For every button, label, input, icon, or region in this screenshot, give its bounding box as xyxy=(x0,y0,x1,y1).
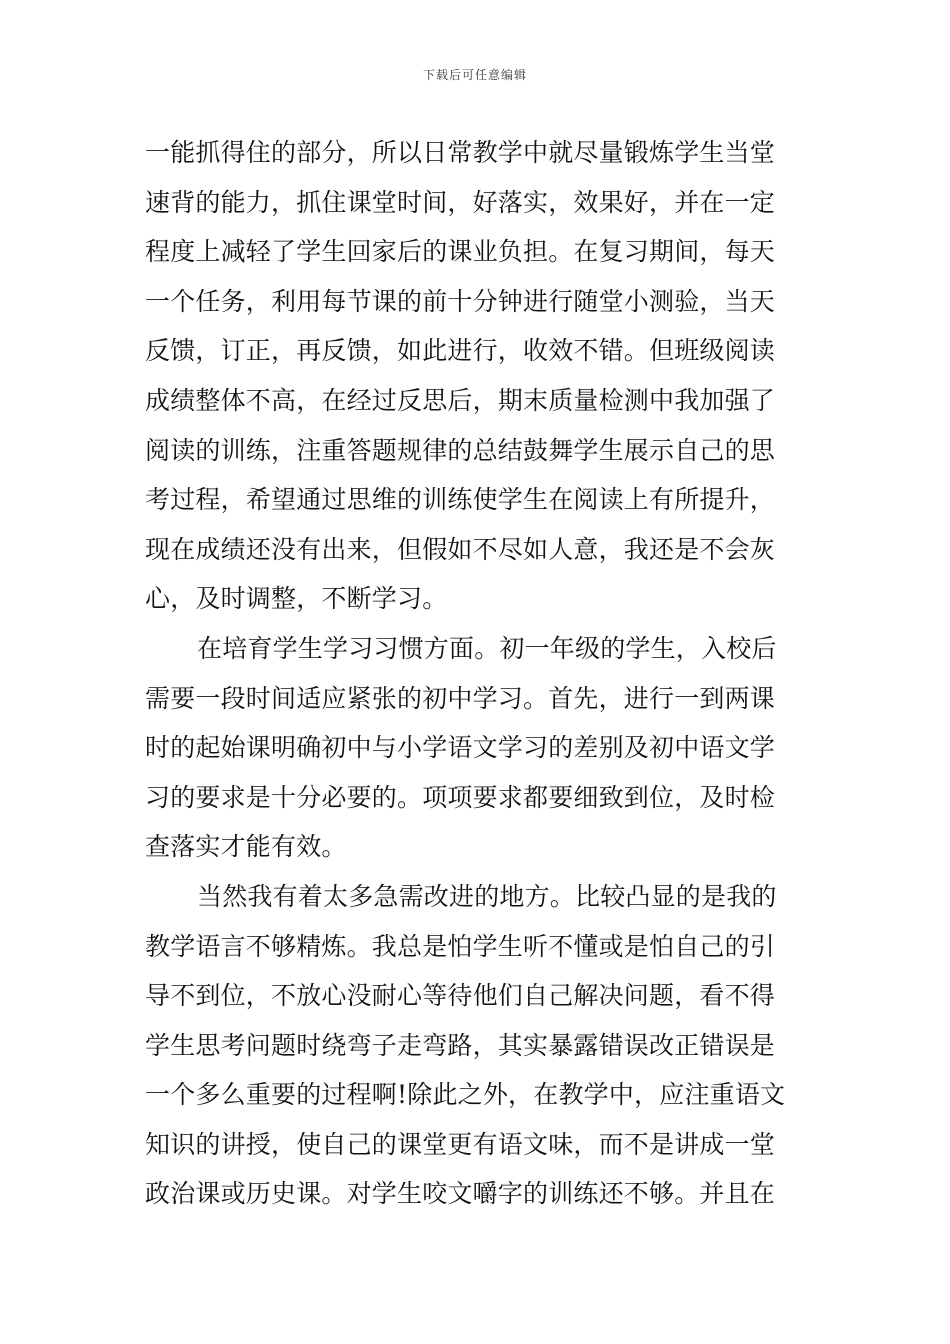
body-text xyxy=(145,128,810,1219)
text-line: 习的要求是十分必要的。项项要求都要细致到位，及时检 xyxy=(145,782,776,812)
text-line: 知识的讲授，使自己的课堂更有语文味，而不是讲成一堂 xyxy=(145,1129,776,1159)
text-line: 程度上减轻了学生回家后的课业负担。在复习期间，每天 xyxy=(145,237,776,267)
text-line: 成绩整体不高，在经过反思后，期末质量检测中我加强了 xyxy=(145,385,776,415)
text-line: 考过程，希望通过思维的训练使学生在阅读上有所提升， xyxy=(145,485,776,515)
header-note: 下载后可任意编辑 xyxy=(422,68,527,82)
text-line: 一个多么重要的过程啊!除此之外，在教学中，应注重语文 xyxy=(145,1080,786,1110)
text-line: 教学语言不够精炼。我总是怕学生听不懂或是怕自己的引 xyxy=(145,931,776,961)
text-line: 阅读的训练，注重答题规律的总结鼓舞学生展示自己的思 xyxy=(145,435,776,465)
text-line: 需要一段时间适应紧张的初中学习。首先，进行一到两课 xyxy=(145,683,776,713)
text-line: 学生思考问题时绕弯子走弯路，其实暴露错误改正错误是 xyxy=(145,1030,776,1060)
text-line: 导不到位，不放心没耐心等待他们自己解决问题，看不得 xyxy=(145,981,776,1011)
text-line: 查落实才能有效。 xyxy=(145,832,347,862)
text-line: 现在成绩还没有出来，但假如不尽如人意，我还是不会灰 xyxy=(145,534,776,564)
text-line: 心，及时调整，不断学习。 xyxy=(145,584,448,614)
text-line: 速背的能力，抓住课堂时间，好落实，效果好，并在一定 xyxy=(145,187,776,217)
text-line: 政治课或历史课。对学生咬文嚼字的训练还不够。并且在 xyxy=(145,1179,776,1209)
text-line: 反馈，订正，再反馈，如此进行，收效不错。但班级阅读 xyxy=(145,336,776,366)
text-line: 时的起始课明确初中与小学语文学习的差别及初中语文学 xyxy=(145,733,776,763)
paragraph-start-line: 在培育学生学习习惯方面。初一年级的学生，入校后 xyxy=(197,633,777,663)
text-line: 一能抓得住的部分，所以日常教学中就尽量锻炼学生当堂 xyxy=(145,138,776,167)
text-line: 一个任务，利用每节课的前十分钟进行随堂小测验，当天 xyxy=(145,286,776,316)
paragraph-start-line: 当然我有着太多急需改进的地方。比较凸显的是我的 xyxy=(197,881,777,911)
